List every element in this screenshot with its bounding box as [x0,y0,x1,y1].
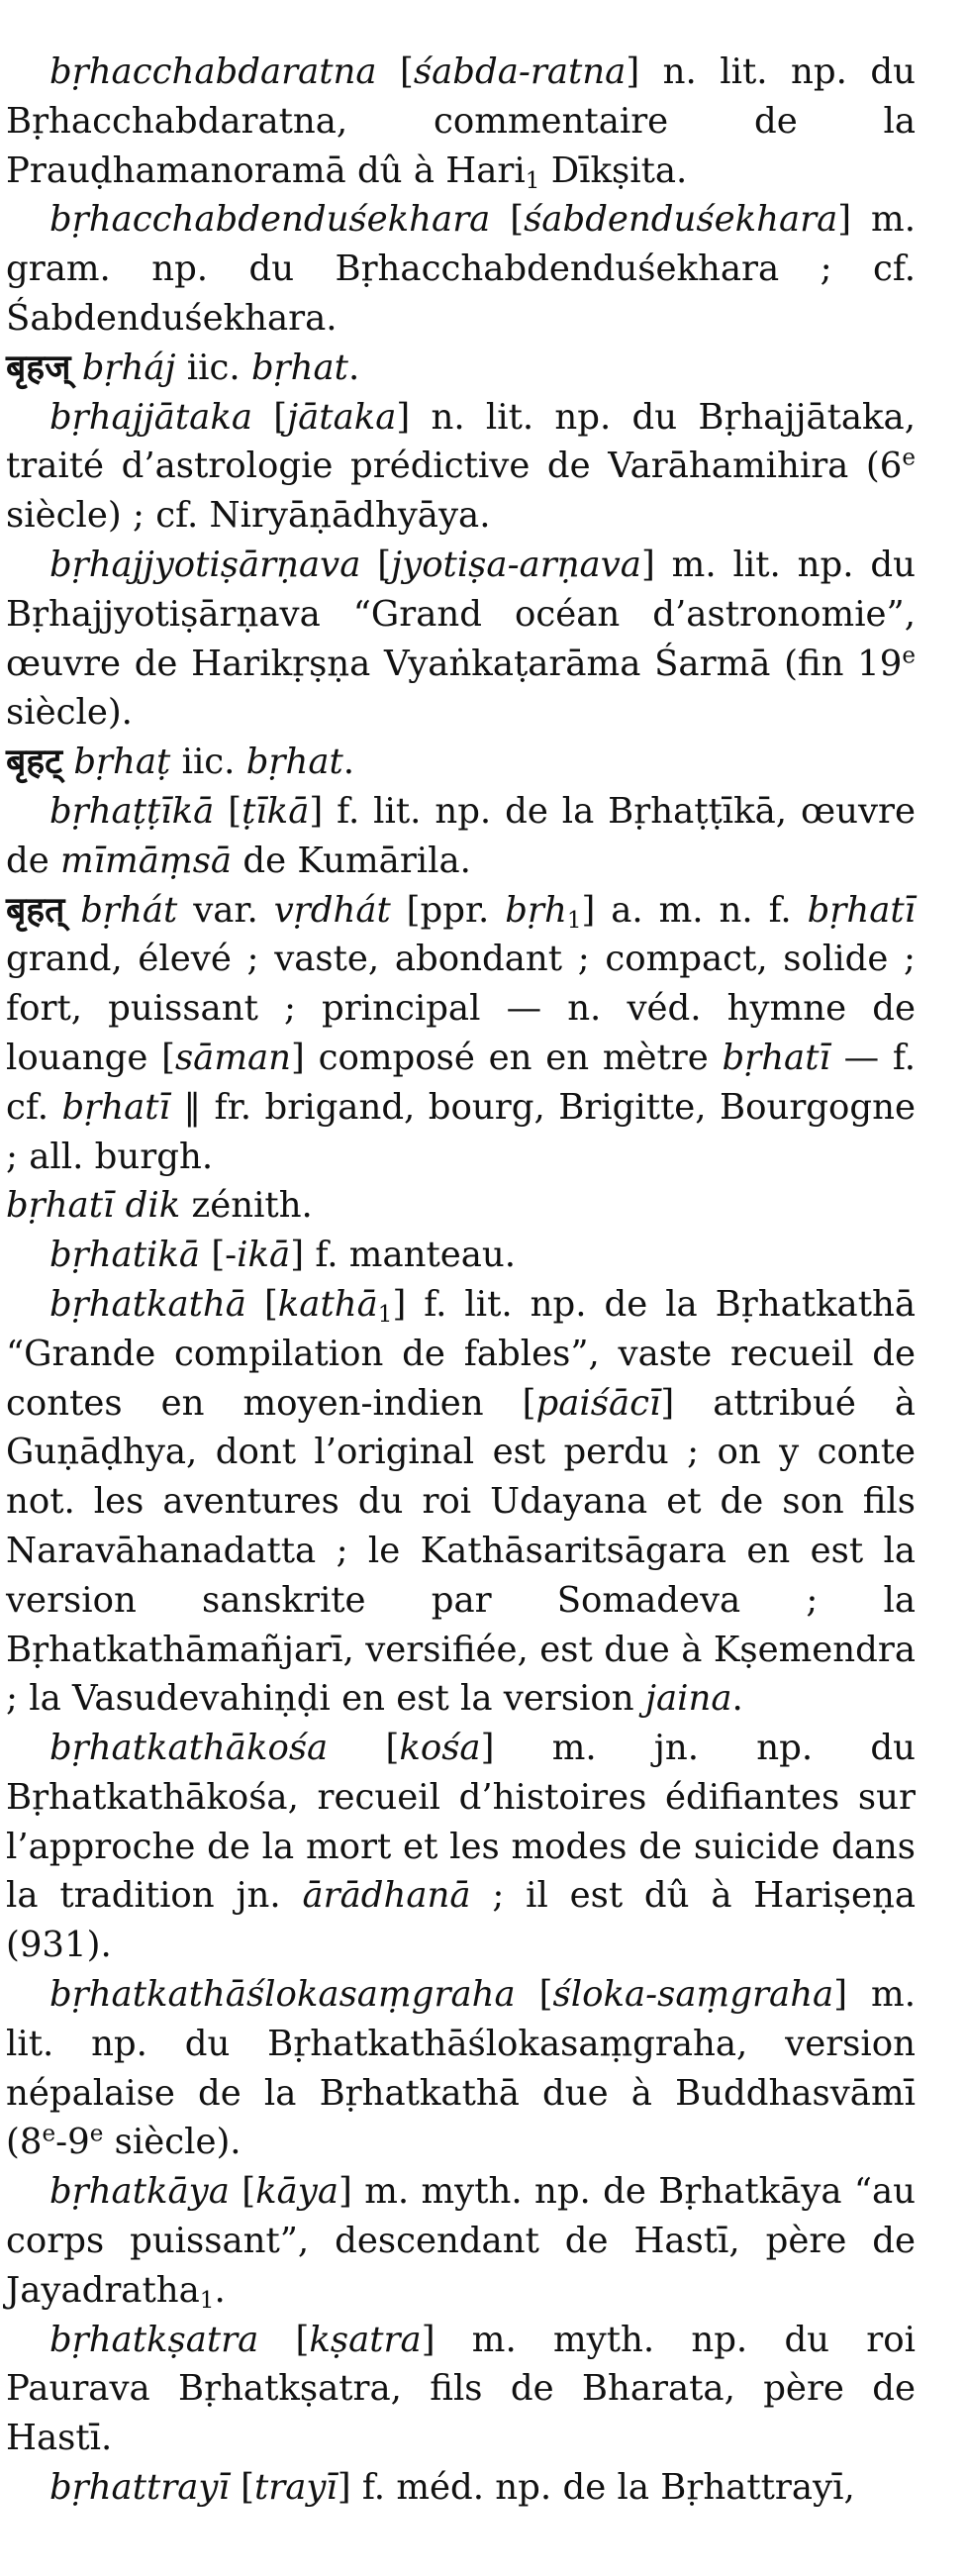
italic-term: jaina [644,1678,732,1720]
entry-text: ] f. lit. np. de la Bṛhaṭṭīkā, œuvre de [6,790,916,881]
italic-term: trayī [253,2467,338,2509]
entry-text: var. [177,889,274,931]
entry-text [62,742,73,782]
italic-term: jyotiṣa-arṇava [391,544,641,585]
dictionary-entry [6,48,916,195]
devanagari-headword: बृहत् [6,889,65,931]
entry-text: ] m. lit. np. du Bṛhajjyotiṣārṇava “Grand océan d’astronomie”, œuvre de Harikṛṣṇa Vyaṅkaṭarāma Śarmā (fin 19 [6,544,916,684]
entry-text: [ [490,199,525,241]
entry-text: ] m. lit. np. du Bṛhatkathāślokasaṃgraha, version népalaise de la Bṛhatkathā due à Buddhasvāmī (8 [6,1974,916,2163]
entry-text: 1 [566,907,582,934]
entry-text: Dīkṣita. [539,149,688,191]
headword-entry [6,886,916,1182]
italic-term: bṛhát [80,889,178,931]
entry-text: ] f. lit. np. de la Bṛhatkathā “Grande compilation de fables”, vaste recueil de contes en moyen-indien [ [6,1283,917,1424]
headword-entry [6,738,916,787]
entry-text: 1 [377,1301,393,1328]
entry-text: [ [376,51,414,92]
entry-text: . [731,1678,743,1720]
italic-term: bṛhatī [61,1086,170,1128]
entry-text: [ [258,2319,310,2360]
italic-term: śloka-saṃgraha [552,1974,834,2016]
italic-term: bṛhatī dik [6,1185,181,1227]
entry-text: -9 [55,2122,90,2163]
italic-term: bṛhatkāya [49,2171,230,2213]
italic-term: bṛh [505,889,567,931]
entry-text: — f. cf. [6,1037,916,1128]
dictionary-entry [6,1231,916,1280]
entry-text: ] f. méd. np. de la Bṛhattrayī, [337,2467,855,2509]
italic-term: kathā [277,1283,378,1325]
entry-text: . [342,742,355,783]
italic-term: bṛhacchabdenduśekhara [49,199,491,241]
entry-text: . [214,2269,226,2311]
entry-text: e [902,642,916,668]
entry-text: ] n. lit. np. du Bṛhajjātaka, traité d’astrologie prédictive de Varāhamihira (6 [6,396,917,487]
entry-text: siècle). [103,2122,242,2163]
entry-text: iic. [170,742,246,783]
italic-term: bṛhatkathā [49,1283,246,1325]
italic-term: bṛhajjyotiṣārṇava [49,544,361,585]
italic-term: jātaka [287,396,397,438]
italic-term: bṛhatī [722,1037,830,1078]
italic-term: kośa [399,1728,481,1769]
italic-term: bṛhat [250,347,348,388]
entry-text: ] a. m. n. f. [581,889,808,931]
entry-text: [- [200,1235,238,1276]
entry-text: ; il est dû à Hariṣeṇa (931). [6,1875,916,1966]
italic-term: bṛhajjātaka [49,396,253,438]
entry-text: e [89,2121,104,2147]
italic-term: vṛdhát [273,889,391,931]
entry-text: e [42,2121,56,2147]
italic-term: śabda-ratna [413,51,627,92]
entry-text: [ [328,1728,400,1769]
italic-term: bṛhatkathāślokasaṃgraha [49,1974,516,2016]
dictionary-entry [6,1970,916,2167]
italic-term: bṛhacchabdaratna [49,51,377,92]
dictionary-entry [6,2463,916,2513]
entry-text: ] m. myth. np. du roi Paurava Bṛhatkṣatra, fils de Bharata, père de Hastī. [6,2319,916,2459]
entry-text: 1 [525,167,540,194]
italic-term: mīmāṃsā [60,840,233,881]
italic-term: bṛháj [81,347,176,388]
italic-term: bṛhaṭ [73,742,171,783]
entry-text: [ [229,2467,254,2509]
italic-term: bṛhatkṣatra [49,2319,259,2360]
entry-text: ] composé en en mètre [291,1037,723,1078]
dictionary-entry [6,787,916,886]
italic-term: ṭīkā [242,790,310,832]
italic-term: bṛhatikā [49,1235,201,1276]
italic-term: paiśācī [535,1382,661,1424]
entry-text: 1 [199,2287,215,2314]
italic-term: śabdenduśekhara [524,199,838,241]
italic-term: sāman [174,1037,292,1078]
entry-text: [ [360,544,392,585]
dictionary-entry [6,195,916,343]
entry-text: siècle) ; cf. Niryāṇādhyāya. [6,495,491,537]
dictionary-entry [6,2167,916,2315]
headword-entry [6,344,916,393]
entry-text: [ [515,1974,553,2016]
entry-text: iic. [175,347,251,388]
italic-term: kāya [255,2171,338,2213]
entry-text: siècle). [6,692,133,734]
entry-text: . [347,347,360,388]
italic-term: bṛhatkathākośa [49,1728,329,1769]
dictionary-entry [6,2316,916,2463]
italic-term: kṣatra [309,2319,422,2360]
entry-text: ] m. gram. np. du Bṛhacchabdenduśekhara ; cf. Śabdenduśekhara. [6,199,916,339]
devanagari-headword: बृहट् [6,742,63,783]
italic-term: bṛhatī [807,889,916,931]
entry-text: [ [229,2171,256,2213]
entry-text: [ [214,790,242,832]
entry-text: ] m. jn. np. du Bṛhatkathākośa, recueil d’histoires édifiantes sur l’approche de la mort et les modes de suicide dans la tradition jn. [6,1728,916,1917]
entry-text: de Kumārila. [232,840,471,881]
entry-text [64,890,80,931]
entry-text: e [902,445,916,471]
italic-term: bṛhattrayī [49,2467,230,2509]
italic-term: ārādhanā [302,1875,471,1917]
dictionary-entry [6,541,916,738]
entry-text: [ [245,1283,278,1325]
entry-text: ] n. lit. np. du Bṛhacchabdaratna, commentaire de la Prauḍhamanoramā dû à Hari [6,51,916,191]
italic-term: bṛhat [245,742,343,783]
dictionary-entry [6,1280,916,1724]
entry-text: zénith. [180,1185,313,1227]
entry-text: ] f. manteau. [290,1235,517,1276]
dictionary-entry [6,1724,916,1970]
entry-text: ‖ fr. brigand, bourg, Brigitte, Bourgogne ; all. burgh. [6,1086,916,1177]
dictionary-entry [6,393,916,541]
italic-term: bṛhaṭṭīkā [49,790,215,832]
entry-text: ] m. myth. np. de Bṛhatkāya “au corps puissant”, descendant de Hastī, père de Jayadratha [6,2171,917,2311]
entry-text: [ [252,396,288,438]
entry-text [70,347,81,388]
entry-text: grand, élevé ; vaste, abondant ; compact, solide ; fort, puissant ; principal — n. véd. hymne de louange [ [6,939,916,1078]
italic-term: ikā [237,1235,291,1276]
devanagari-headword: बृहज् [6,347,71,388]
entry-text: [ppr. [390,889,506,931]
entry-text: ] attribué à Guṇāḍhya, dont l’original est perdu ; on y conte not. les aventures du roi Udayana et de son fils Naravāhanadatta ; le Kathāsaritsāgara en est la version sanskrite par Somadeva ; la Bṛhatkathāmañjarī, versifiée, est due à Kṣemendra ; la Vasudevahiṇḍi en est la version [6,1382,916,1720]
subentry [6,1181,916,1231]
